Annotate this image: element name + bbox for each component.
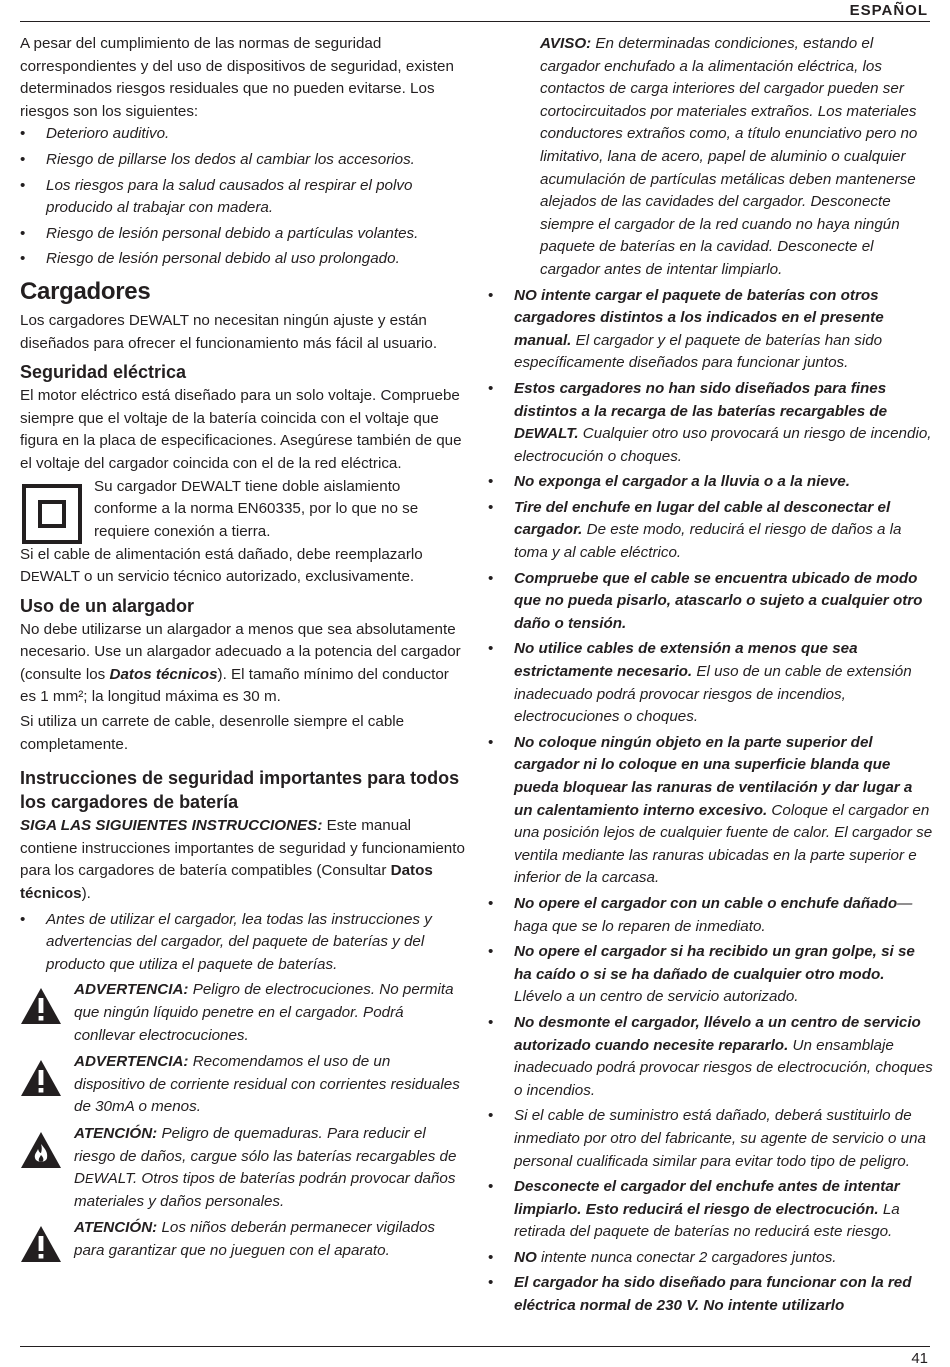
notice-text: AVISO: En determinadas condiciones, estando el cargador enchufado a la alimentación eléctrica, los contactos de carga interiores del cargador pueden ser cortocircuitados por materiales extraños. Los materiales conductores extraños como, a título enunciativo pero no limitativo, lana de acero, papel de aluminio o cualquier acumulación de partículas metálicas deben mantenerse alejados de las cavidades del cargador. Desconecte siempre el cargador de la red cuando no haya ningún paquete de baterías en la cavidad. Desconecte el cargador antes de intentar limpiarlo.: [540, 35, 918, 278]
charger-safety-list: [488, 285, 933, 1318]
subsection-title-important: Instrucciones de seguridad importantes para todos los cargadores de batería: [20, 768, 460, 813]
double-insulation-text: Su cargador DEWALT tiene doble aislamiento conforme a la norma EN60335, por lo que no se requiere conexión a tierra.: [94, 477, 419, 540]
warning-triangle-icon: [20, 987, 62, 1025]
list-item: • Riesgo de pillarse los dedos al cambiar los accesorios.: [20, 149, 465, 172]
list-item: • No desmonte el cargador, llévelo a un centro de servicio autorizado cuando necesite repararlo. Un ensamblaje inadecuado podrá provocar riesgos de electrocución, choques o incendios.: [488, 1012, 933, 1102]
page-number: 41: [911, 1350, 928, 1367]
warning-triangle-icon: [20, 1059, 62, 1097]
page-header-language: ESPAÑOL: [849, 2, 928, 19]
chargers-text: Los cargadores DEWALT no necesitan ningún ajuste y están diseñados para ofrecer el funcionamiento más fácil al usuario.: [20, 311, 438, 352]
list-item: • No utilice cables de extensión a menos que sea estrictamente necesario. El uso de un cable de extensión inadecuado podrá provocar riesgos de incendios, electrocuciones o choques.: [488, 638, 933, 728]
subsection-title-extension: Uso de un alargador: [20, 595, 195, 616]
extension-text: No debe utilizarse un alargador a menos que sea absolutamente necesario. Use un alargador adecuado a la potencia del cargador (consulte los Datos técnicos). El tamaño mínimo del conductor es 1 mm²; la longitud máxima es 30 m.: [20, 620, 461, 706]
brand-name: DEWALT: [74, 1170, 133, 1188]
subsection-title-electrical: Seguridad eléctrica: [20, 362, 187, 383]
residual-risks-intro: A pesar del cumplimiento de las normas de seguridad correspondientes y del uso de dispositivos de seguridad, existen determinados riesgos residuales que no pueden evitarse. Los riesgos son los siguientes:: [20, 35, 454, 120]
list-item: • Riesgo de lesión personal debido al uso prolongado.: [20, 248, 465, 271]
caution-children-text: ATENCIÓN: Los niños deberán permanecer vigilados para garantizar que no jueguen con el aparato.: [74, 1219, 436, 1259]
list-item: • Los riesgos para la salud causados al respirar el polvo producido al trabajar con madera.: [20, 175, 465, 220]
list-item: • No opere el cargador si ha recibido un gran golpe, si se ha caído o si se ha dañado de cualquier otro modo. Llévelo a un centro de servicio autorizado.: [488, 941, 933, 1009]
brand-name: DEWALT: [128, 311, 189, 329]
footer-rule: [20, 1346, 930, 1347]
list-item: • No coloque ningún objeto en la parte superior del cargador ni lo coloque en una superficie blanda que pueda bloquear las ranuras de ventilación y dar lugar a un calentamiento interno excesivo. Coloque el cargador en una posición lejos de cualquier fuente de calor. El cargador se ventila mediante las ranuras ubicadas en la parte superior e inferior de la carcasa.: [488, 732, 933, 890]
section-title-chargers: Cargadores: [20, 277, 151, 305]
electrical-safety-text: El motor eléctrico está diseñado para un solo voltaje. Compruebe siempre que el voltaje de la batería coincida con el voltaje que figura en la placa de especificaciones. Asegúrese también de que el voltaje del cargador coincida con el de la red eléctrica.: [20, 387, 462, 472]
header-rule: [20, 21, 930, 22]
warning-block: [20, 1051, 465, 1119]
follow-instructions-text: SIGA LAS SIGUIENTES INSTRUCCIONES: Este manual contiene instrucciones importantes de seguridad y funcionamiento para los cargadores de batería compatibles (Consultar Datos técnicos).: [20, 817, 465, 903]
double-insulation-block: [20, 476, 465, 544]
brand-name: DEWALT: [514, 425, 575, 443]
left-column: [20, 33, 465, 1267]
warning-block: [20, 1123, 465, 1213]
brand-name: DEWALT: [180, 477, 241, 495]
warning-rcd-text: ADVERTENCIA: Recomendamos el uso de un dispositivo de corriente residual con corrientes residuales de 30mA o menos.: [74, 1053, 460, 1116]
brand-name: DEWALT: [20, 568, 80, 586]
list-item: • Antes de utilizar el cargador, lea todas las instrucciones y advertencias del cargador, del paquete de baterías y del producto que utiliza el paquete de baterías.: [20, 909, 465, 977]
cable-reel-text: Si utiliza un carrete de cable, desenrolle siempre el cable completamente.: [20, 713, 405, 753]
list-item: • NO intente nunca conectar 2 cargadores juntos.: [488, 1247, 933, 1270]
fire-hazard-icon: [20, 1131, 62, 1169]
list-item: • No exponga el cargador a la lluvia o a la nieve.: [488, 471, 933, 494]
damaged-cord-text: Si el cable de alimentación está dañado, debe reemplazarlo DEWALT o un servicio técnico autorizado, exclusivamente.: [20, 545, 423, 586]
double-insulation-icon: [20, 482, 82, 544]
list-item: • NO intente cargar el paquete de baterías con otros cargadores distintos a los indicados en el presente manual. El cargador y el paquete de baterías han sido específicamente diseñados para funcionar juntos.: [488, 285, 933, 375]
list-item: • Compruebe que el cable se encuentra ubicado de modo que no pueda pisarlo, atascarlo o sujeto a cualquier otro daño o tensión.: [488, 568, 933, 636]
list-item: • El cargador ha sido diseñado para funcionar con la red eléctrica normal de 230 V. No intente utilizarlo: [488, 1272, 933, 1317]
list-item: • Desconecte el cargador del enchufe antes de intentar limpiarlo. Esto reducirá el riesgo de electrocución. La retirada del paquete de baterías no reducirá este riesgo.: [488, 1176, 933, 1244]
list-item: • Deterioro auditivo.: [20, 123, 465, 146]
warning-block: [20, 1217, 465, 1263]
right-column: [488, 33, 933, 1321]
list-item: • Estos cargadores no han sido diseñados para fines distintos a la recarga de las baterías recargables de DEWALT. Cualquier otro uso provocará un riesgo de incendio, electrocución o choques.: [488, 378, 933, 468]
list-item: • No opere el cargador con un cable o enchufe dañado—haga que se lo reparen de inmediato.: [488, 893, 933, 938]
list-item: • Tire del enchufe en lugar del cable al desconectar el cargador. De este modo, reducirá el riesgo de daños a la toma y al cable eléctrico.: [488, 497, 933, 565]
residual-risks-list: [20, 123, 465, 271]
warning-triangle-icon: [20, 1225, 62, 1263]
list-item: • Si el cable de suministro está dañado, deberá sustituirlo de inmediato por otro del fabricante, su agente de servicio o una personal cualificada similar para evitar todo tipo de peligro.: [488, 1105, 933, 1173]
list-item: • Riesgo de lesión personal debido a partículas volantes.: [20, 223, 465, 246]
before-use-list: [20, 909, 465, 977]
warning-block: [20, 979, 465, 1047]
warning-electrocution-text: ADVERTENCIA: Peligro de electrocuciones. No permita que ningún líquido penetre en el cargador. Podrá conllevar electrocuciones.: [74, 981, 454, 1044]
caution-burn-text: ATENCIÓN: Peligro de quemaduras. Para reducir el riesgo de daños, cargue sólo las baterías recargables de DEWALT. Otros tipos de baterías podrán provocar daños materiales y daños personales.: [74, 1124, 457, 1210]
